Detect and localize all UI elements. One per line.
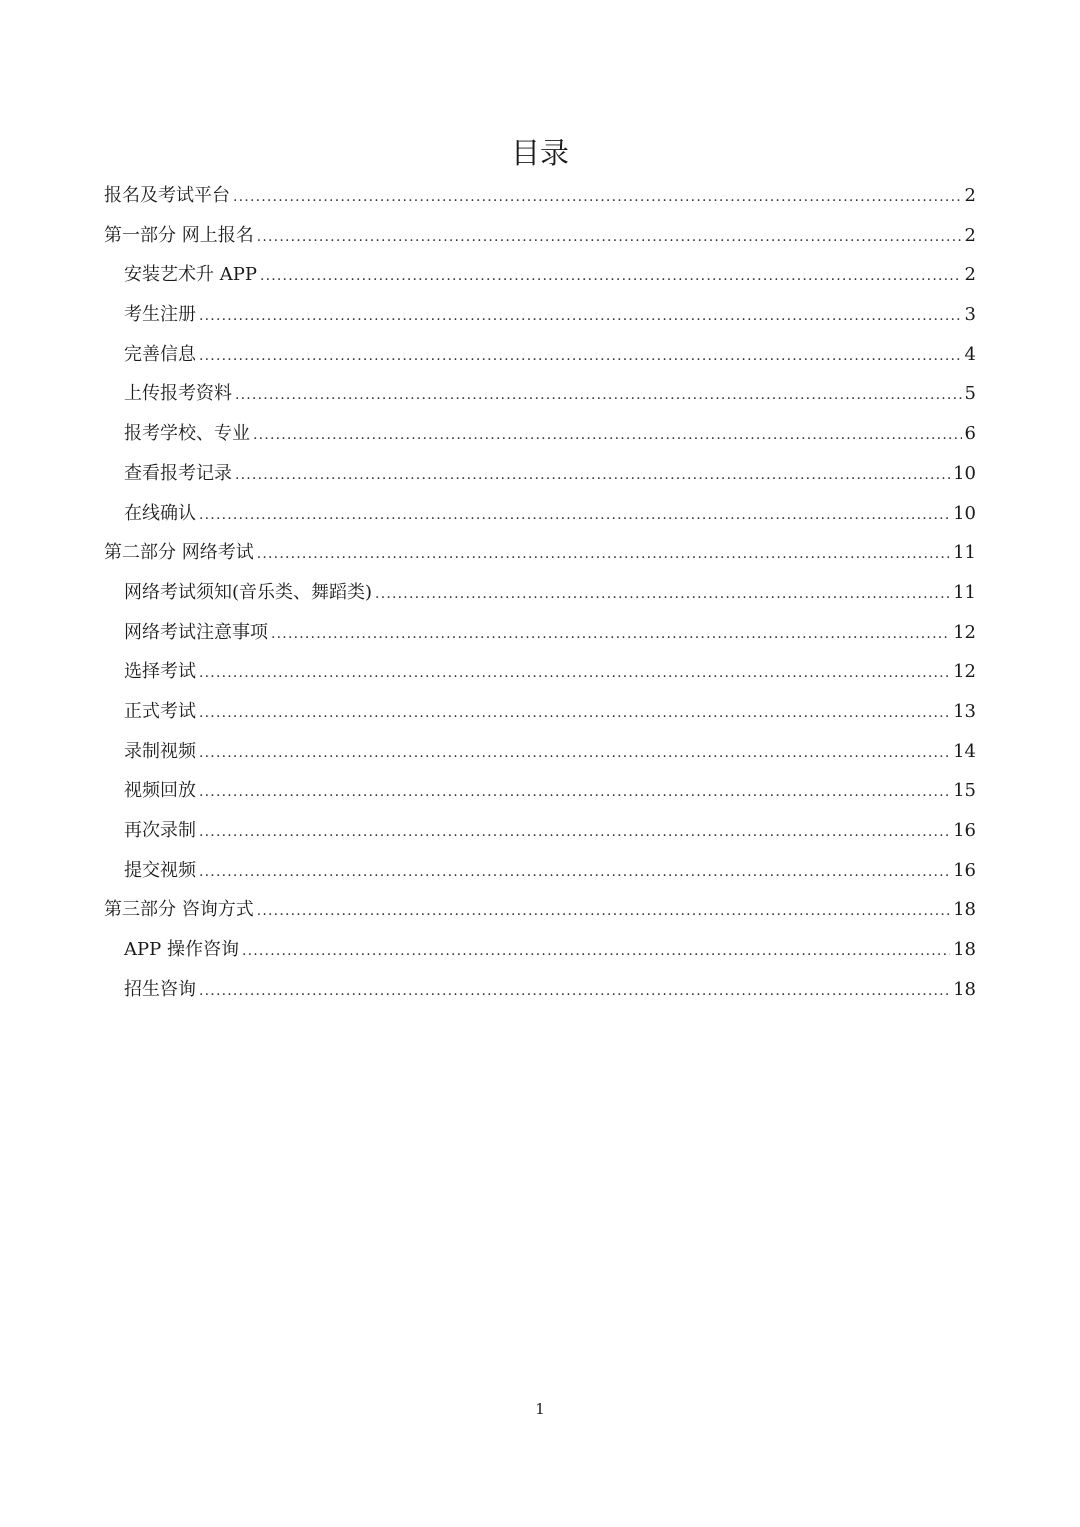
dot-leader bbox=[199, 773, 950, 813]
toc-entry-page: 11 bbox=[953, 581, 976, 603]
toc-entry-label: 报考学校、专业 bbox=[124, 423, 250, 445]
toc-entry-label: 招生咨询 bbox=[124, 978, 196, 1000]
toc-entry-page: 14 bbox=[953, 740, 976, 762]
toc-entry-page: 12 bbox=[953, 621, 976, 643]
toc-entry-label: 第二部分 网络考试 bbox=[104, 542, 254, 564]
toc-entry[interactable] bbox=[104, 533, 976, 573]
toc-entry-page: 10 bbox=[953, 462, 976, 484]
dot-leader bbox=[199, 496, 950, 536]
toc-entry-label: 再次录制 bbox=[124, 820, 196, 841]
dot-leader bbox=[199, 337, 962, 377]
toc-entry[interactable] bbox=[104, 414, 976, 454]
toc-entry-page: 16 bbox=[953, 859, 976, 881]
toc-entry[interactable] bbox=[104, 732, 976, 772]
dot-leader bbox=[253, 416, 962, 456]
toc-entry[interactable] bbox=[104, 890, 976, 930]
toc-entry-page: 5 bbox=[964, 383, 976, 405]
toc-entry-page: 18 bbox=[953, 978, 976, 1000]
toc-entry-label: 网络考试须知(音乐类、舞蹈类) bbox=[124, 581, 373, 603]
toc-entry-page: 6 bbox=[964, 423, 976, 445]
dot-leader bbox=[257, 218, 962, 258]
toc-entry-label: 选择考试 bbox=[124, 661, 196, 683]
toc-entry-label: 第一部分 网上报名 bbox=[104, 224, 254, 246]
dot-leader bbox=[260, 257, 962, 297]
dot-leader bbox=[375, 575, 950, 615]
toc-entry-page: 13 bbox=[953, 700, 976, 722]
dot-leader bbox=[257, 535, 950, 575]
dot-leader bbox=[199, 654, 950, 694]
page-number: 1 bbox=[535, 1400, 545, 1418]
toc-entry[interactable] bbox=[104, 811, 976, 851]
toc-entry-page: 3 bbox=[964, 304, 976, 326]
toc-entry[interactable] bbox=[104, 771, 976, 811]
toc-entry-page: 18 bbox=[953, 939, 976, 961]
dot-leader bbox=[235, 376, 962, 416]
toc-entry-page: 4 bbox=[964, 343, 976, 365]
toc-entry-label: 查看报考记录 bbox=[124, 462, 232, 484]
toc-entry-label: 报名及考试平台 bbox=[104, 185, 230, 206]
toc-entry-label: 安装艺术升 APP bbox=[124, 264, 257, 286]
dot-leader bbox=[271, 615, 950, 655]
toc-entry-page: 2 bbox=[964, 264, 976, 286]
toc-entry-label: 录制视频 bbox=[124, 740, 196, 762]
toc-entry[interactable] bbox=[104, 295, 976, 335]
toc-entry-page: 18 bbox=[953, 899, 976, 921]
toc-entry-label: 完善信息 bbox=[124, 343, 196, 365]
toc-entry-label: 视频回放 bbox=[124, 780, 196, 802]
toc-entry-page: 15 bbox=[953, 780, 976, 802]
toc-entry-label: 网络考试注意事项 bbox=[124, 621, 268, 643]
toc-entry-page: 2 bbox=[964, 224, 976, 246]
dot-leader bbox=[235, 456, 950, 496]
toc-entry-label: 正式考试 bbox=[124, 700, 196, 722]
toc-entry-label: 在线确认 bbox=[124, 502, 196, 524]
toc-entry[interactable] bbox=[104, 176, 976, 216]
dot-leader bbox=[199, 853, 950, 893]
toc-entry[interactable] bbox=[104, 692, 976, 732]
toc-entry[interactable] bbox=[104, 652, 976, 692]
dot-leader bbox=[257, 892, 950, 932]
toc-entry[interactable] bbox=[104, 851, 976, 891]
toc-entry-page: 10 bbox=[953, 502, 976, 524]
toc-entry-page: 16 bbox=[953, 820, 976, 841]
dot-leader bbox=[199, 297, 962, 337]
toc-entry[interactable] bbox=[104, 335, 976, 375]
toc-entry-label: 考生注册 bbox=[124, 304, 196, 326]
toc-entry[interactable] bbox=[104, 613, 976, 653]
dot-leader bbox=[199, 813, 950, 853]
toc-entry-page: 11 bbox=[953, 542, 976, 564]
toc-entry[interactable] bbox=[104, 930, 976, 970]
toc-entry[interactable] bbox=[104, 494, 976, 534]
dot-leader bbox=[242, 932, 950, 972]
toc-entry-label: 提交视频 bbox=[124, 859, 196, 881]
table-of-contents bbox=[104, 176, 976, 1009]
toc-entry-label: APP 操作咨询 bbox=[124, 939, 239, 961]
toc-entry[interactable] bbox=[104, 216, 976, 256]
dot-leader bbox=[199, 972, 950, 1012]
toc-entry[interactable] bbox=[104, 374, 976, 414]
dot-leader bbox=[199, 694, 950, 734]
toc-entry[interactable] bbox=[104, 454, 976, 494]
toc-entry[interactable] bbox=[104, 255, 976, 295]
toc-entry-page: 12 bbox=[953, 661, 976, 683]
dot-leader bbox=[233, 178, 962, 218]
dot-leader bbox=[199, 734, 950, 774]
toc-entry-page: 2 bbox=[964, 185, 976, 206]
toc-title: 目录 bbox=[510, 136, 569, 170]
toc-entry-label: 第三部分 咨询方式 bbox=[104, 899, 254, 921]
toc-entry-label: 上传报考资料 bbox=[124, 383, 232, 405]
toc-entry[interactable] bbox=[104, 573, 976, 613]
toc-entry[interactable] bbox=[104, 970, 976, 1010]
